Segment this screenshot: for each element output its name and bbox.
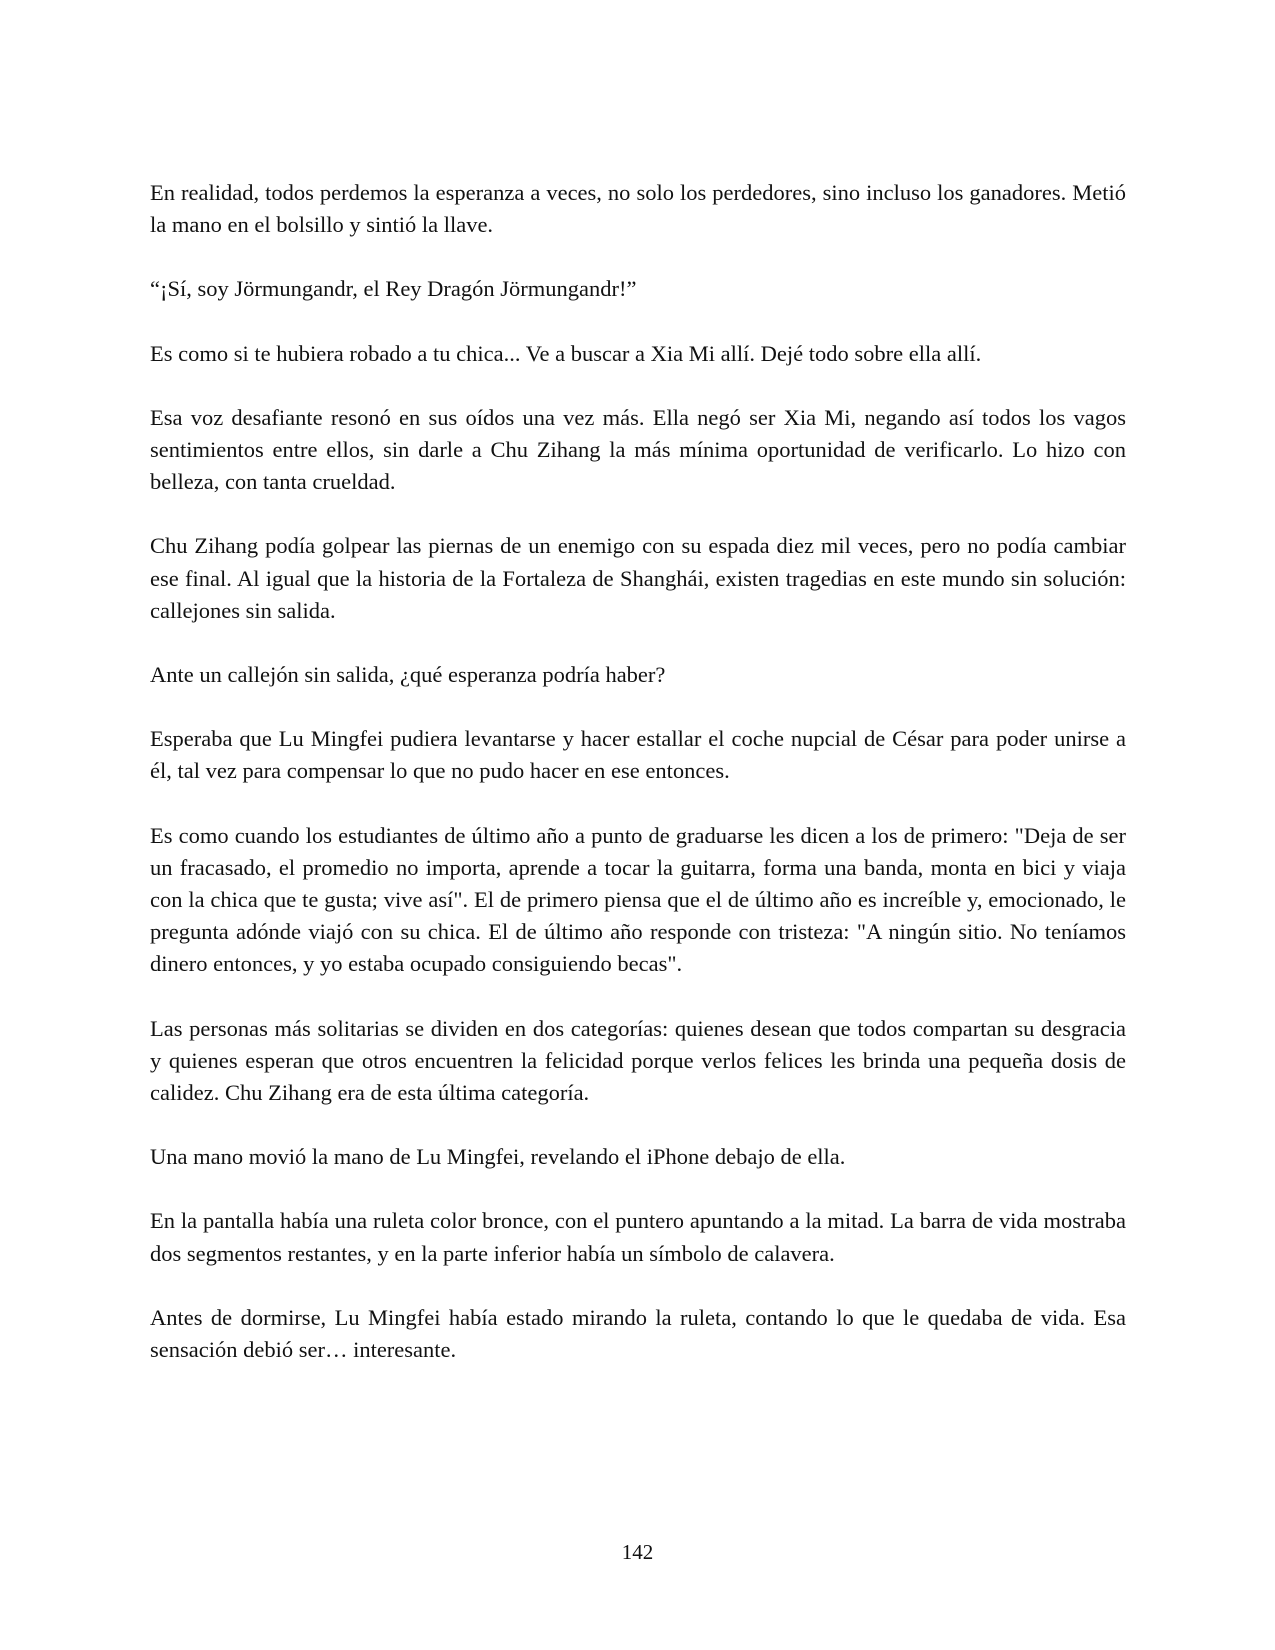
paragraph-2: “¡Sí, soy Jörmungandr, el Rey Dragón Jörmungandr!” (150, 276, 637, 302)
paragraph-9: Las personas más solitarias se dividen en dos categorías: quienes desean que todos compartan su desgracia y quienes esperan que otros encuentren la felicidad porque verlos felices les brinda una pequeña dosis de calidez. Chu Zihang era de esta última categoría. (150, 1015, 1126, 1106)
paragraph-11: En la pantalla había una ruleta color bronce, con el puntero apuntando a la mitad. La barra de vida mostraba dos segmentos restantes, y en la parte inferior había un símbolo de calavera. (150, 1208, 1126, 1266)
paragraph-8: Es como cuando los estudiantes de último año a punto de graduarse les dicen a los de primero: "Deja de ser un fracasado, el promedio no importa, aprende a tocar la guitarra, forma una banda, monta en bici y viaja con la chica que te gusta; vive así". El de primero piensa que el de último año es increíble y, emocionado, le pregunta adónde viajó con su chica. El de último año responde con tristeza: "A ningún sitio. No teníamos dinero entonces, y yo estaba ocupado consiguiendo becas". (150, 822, 1126, 977)
page-number: 142 (621, 1540, 654, 1564)
paragraph-7: Esperaba que Lu Mingfei pudiera levantarse y hacer estallar el coche nupcial de César para poder unirse a él, tal vez para compensar lo que no pudo hacer en ese entonces. (150, 726, 1126, 784)
paragraph-5: Chu Zihang podía golpear las piernas de un enemigo con su espada diez mil veces, pero no podía cambiar ese final. Al igual que la historia de la Fortaleza de Shanghái, existen tragedias en este mundo sin solución: callejones sin salida. (150, 533, 1126, 623)
body-text (150, 177, 1126, 1398)
paragraph-10: Una mano movió la mano de Lu Mingfei, revelando el iPhone debajo de ella. (150, 1144, 846, 1170)
paragraph-12: Antes de dormirse, Lu Mingfei había estado mirando la ruleta, contando lo que le quedaba de vida. Esa sensación debió ser… interesante. (150, 1304, 1126, 1363)
paragraph-4: Esa voz desafiante resonó en sus oídos una vez más. Ella negó ser Xia Mi, negando así todos los vagos sentimientos entre ellos, sin darle a Chu Zihang la más mínima oportunidad de verificarlo. Lo hizo con belleza, con tanta crueldad. (150, 404, 1126, 495)
paragraph-1: En realidad, todos perdemos la esperanza a veces, no solo los perdedores, sino incluso los ganadores. Metió la mano en el bolsillo y sintió la llave. (150, 180, 1126, 238)
paragraph-3: Es como si te hubiera robado a tu chica... Ve a buscar a Xia Mi allí. Dejé todo sobre ella allí. (150, 340, 982, 366)
paragraph-6: Ante un callejón sin salida, ¿qué esperanza podría haber? (150, 662, 666, 688)
